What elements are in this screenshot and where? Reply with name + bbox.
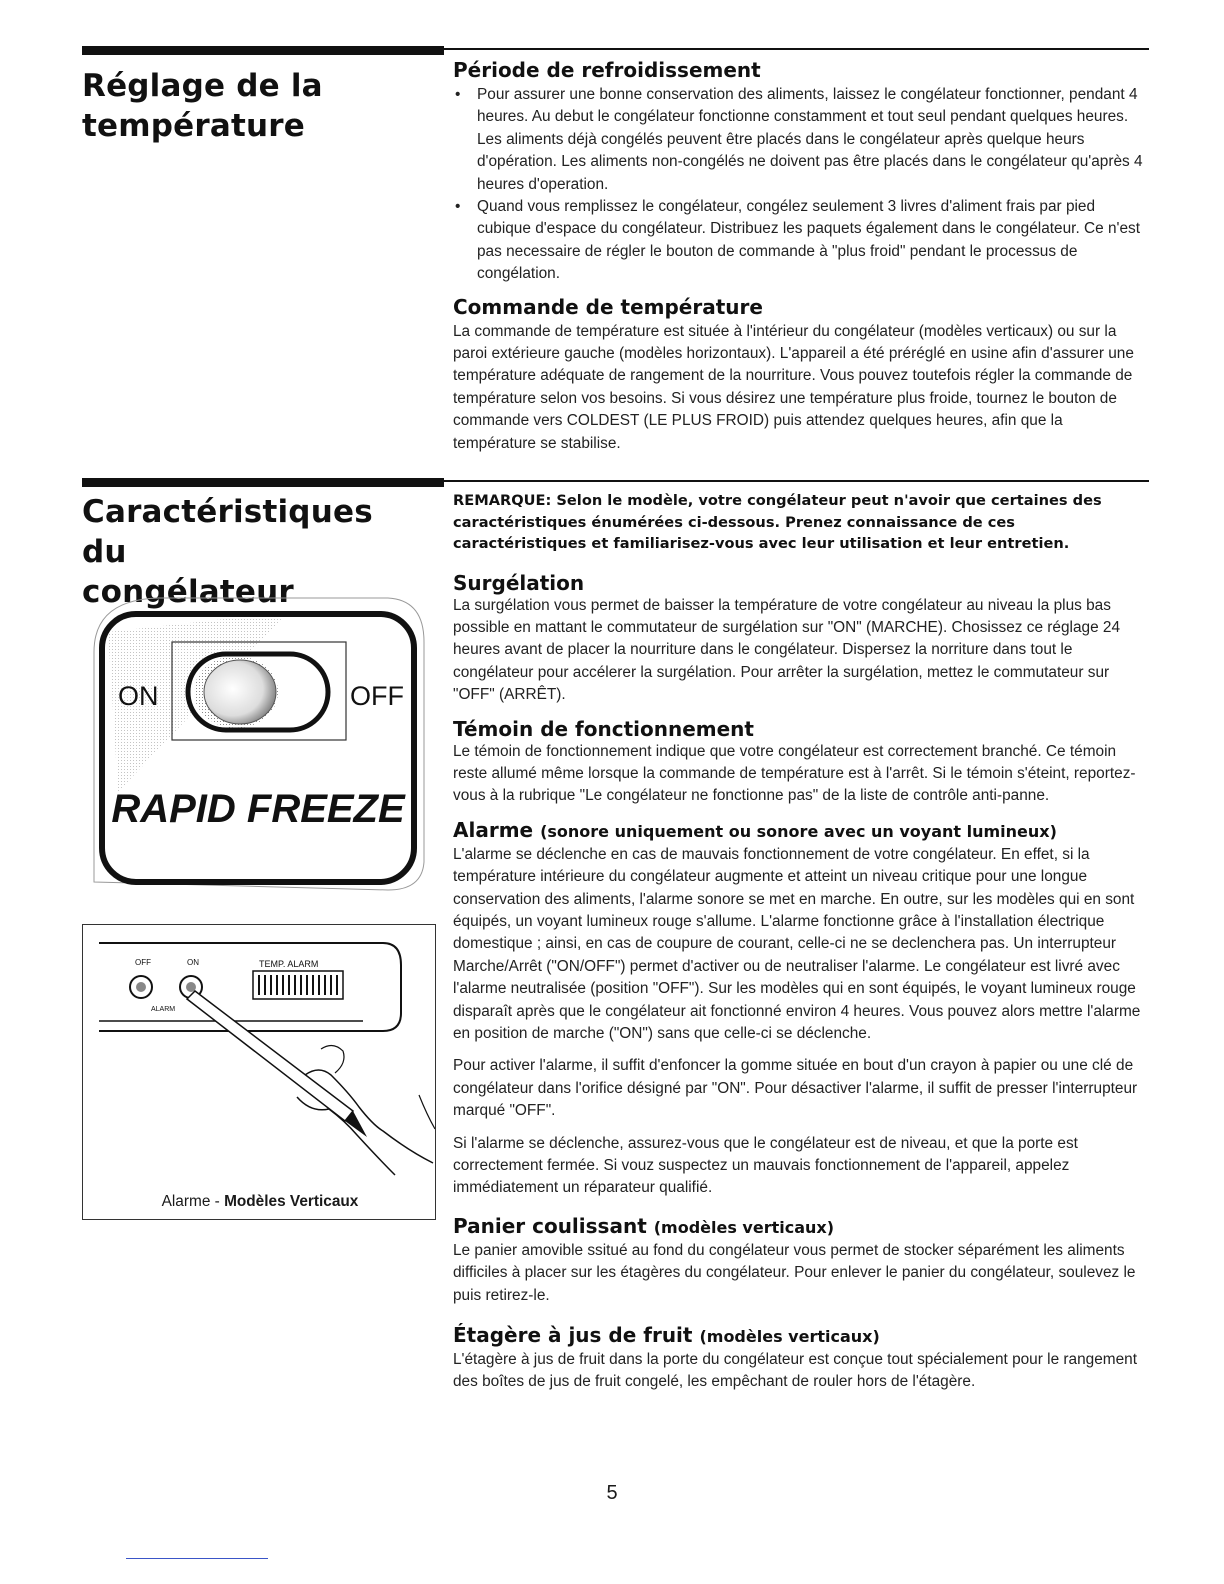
section-rule-thin (444, 48, 1149, 50)
finger-outline (321, 1045, 344, 1073)
section-title-temperature (82, 66, 422, 146)
on-label: ON (118, 681, 159, 711)
commande-text: La commande de température est située à l'intérieur du congélateur (modèles verticaux) ou sur la paroi extérieure gauche (modèles horizontaux). L'appareil a été préréglé en usine afin d'assurer une température adéquate de rangement de la nourriture. Vous pouvez toutefois régler la commande de température selon vos besoins. Si vous désirez une température plus froide, tournez le bouton de commande vers COLDEST (LE PLUS FROID) puis attendez quelques heures, afin que la température se stabilise. (453, 322, 1134, 452)
caption-prefix: Alarme - (161, 1193, 225, 1210)
title-line: congélateur (82, 574, 294, 610)
list-item: • Quand vous remplissez le congélateur, congélez seulement 3 livres d'aliment frais par pied cubique d'espace du congélateur. Distribuez les paquets également dans le congélateur. Ce n'est pas necessaire de régler le bouton de commande à "plus froid" pendant le processus de congélation. (453, 196, 1149, 286)
alarm-label: ALARM (151, 1006, 176, 1013)
off-button-center (136, 982, 146, 992)
heading-main: Étagère à jus de fruit (453, 1323, 693, 1348)
heading-sub: (sonore uniquement ou sonore avec un voyant lumineux) (540, 821, 1057, 841)
heading-main: Panier coulissant (453, 1213, 647, 1238)
page-number: 5 (606, 1482, 618, 1504)
temperature-column (453, 58, 1149, 455)
heading-commande: Commande de température (453, 294, 763, 319)
list-item: • Pour assurer une bonne conservation des aliments, laissez le congélateur fonctionner, pendant 4 heures. Au debut le congélateur fonctionne constamment et tout seul pendant quelques heures. Les aliments déjà congélés peuvent être placés dans le congélateur après quelque heurs d'opération. Les aliments non-congélés ne doivent pas être placés dans le congélateur qu'après 4 heures d'operation. (453, 84, 1149, 196)
heading-main: Alarme (453, 817, 534, 842)
surgelation-text: La surgélation vous permet de baisser la température de votre congélateur au niveau la plus bas possible en mattant le commutateur de surgélation sur "ON" (MARCHE). Chosissez ce réglage 24 heures avant de placer la nourriture dans le congélateur. Dispersez la norriture dans tout le congélateur pour accélerer la surgélation. Pour arrêter la surgélation, mettez le commutateur sur "OFF" (ARRÊT). (453, 596, 1121, 704)
caption-bold: Modèles Verticaux (224, 1193, 359, 1210)
title-line: température (82, 108, 305, 144)
alarm-caption (83, 1193, 437, 1211)
periode-list (453, 84, 1149, 286)
heading-sub: (modèles verticaux) (699, 1327, 880, 1347)
heading-periode: Période de refroidissement (453, 58, 761, 82)
alarm-panel-illustration (83, 925, 435, 1185)
alarm-figure-box (82, 924, 436, 1220)
pencil (187, 991, 353, 1121)
alarme-text-2: Pour activer l'alarme, il suffit d'enfoncer la gomme située en bout d'un crayon à papier ou une clé de congélateur dans l'orifice désigné par "ON". Pour désactiver l'alarme, il suffit de presser l'interrupteur marqué "OFF". (453, 1057, 1138, 1120)
features-column (453, 490, 1149, 1394)
footer-link-line (126, 1558, 268, 1559)
heading-alarme (453, 818, 1149, 844)
remarque-note: REMARQUE: Selon le modèle, votre congélateur peut n'avoir que certaines des caractéristiques énumérées ci-dessous. Prenez connaissance de ces caractéristiques et familiarisez-vous avec leur utilisation et leur entretien. (453, 492, 1102, 552)
heading-etagere (453, 1323, 1149, 1349)
title-line: Caractéristiques du (82, 494, 373, 570)
alarme-text-1: L'alarme se déclenche en cas de mauvais fonctionnement de votre congélateur. En effet, si la température intérieure du congélateur augmente et atteint un niveau critique pour une longue conservation des aliments, l'alarme sonore se met en marche. En outre, sur les modèles qui en sont équipés, un voyant lumineux rouge s'allume. L'alarme fonctionne grâce à l'installation électrique domestique ; ainsi, en cas de coupure de courant, celle-ci ne se declenchera pas. Un interrupteur Marche/Arrêt ("ON/OFF") permet d'activer ou de neutraliser l'alarme. Le congélateur est livré avec l'alarme neutralisée (position "OFF"). Sur les modèles qui en sont équipés, le voyant lumineux rouge disparaît après que le congélateur ait fonctionné environ 4 heures. Vous pouvez alors mettre l'alarme en position de marche ("ON") sans que celle-ci se déclenche. (453, 845, 1141, 1042)
panier-text: Le panier amovible ssitué au fond du congélateur vous permet de stocker séparément les aliments difficiles à placer sur les étagères du congélateur. Pour enlever le panier du congélateur, soulevez le puis retirez-le. (453, 1241, 1136, 1304)
section-rule-thick (82, 46, 444, 55)
on-label: ON (187, 958, 199, 967)
heading-panier (453, 1214, 1149, 1240)
rocker-knob (204, 660, 276, 724)
off-label: OFF (350, 681, 404, 711)
heading-sub: (modèles verticaux) (653, 1217, 835, 1237)
wrist-outline (419, 1095, 435, 1129)
rapid-freeze-title: RAPID FREEZE (111, 787, 405, 831)
heading-temoin: Témoin de fonctionnement (453, 716, 754, 741)
temp-alarm-label: TEMP. ALARM (259, 959, 319, 969)
off-label: OFF (135, 958, 151, 967)
panel-right-edge (383, 943, 401, 1031)
rapid-freeze-figure (88, 592, 430, 894)
section-rule-thin (444, 480, 1149, 482)
heading-surgelation: Surgélation (453, 570, 585, 595)
etagere-text: L'étagère à jus de fruit dans la porte du congélateur est conçue tout spécialement pour le rangement des boîtes de jus de fruit congelé, les empêchant de rouler hors de l'étagère. (453, 1351, 1137, 1391)
temp-alarm-indicator (253, 971, 343, 999)
title-line: Réglage de la (82, 68, 323, 104)
section-rule-thick (82, 478, 444, 487)
temoin-text: Le témoin de fonctionnement indique que votre congélateur est correctement branché. Ce témoin reste allumé même lorsque la commande de température est à l'arrêt. Si le témoin s'éteint, reportez-vous à la rubrique "Le congélateur ne fonctionne pas" de la liste de contrôle anti-panne. (453, 742, 1136, 805)
alarme-text-3: Si l'alarme se déclenche, assurez-vous que le congélateur est de niveau, et que la porte est correctement fermée. Si vouz suspectez un mauvais fonctionnement de l'appareil, appelez immédiatement un réparateur qualifié. (453, 1134, 1078, 1197)
